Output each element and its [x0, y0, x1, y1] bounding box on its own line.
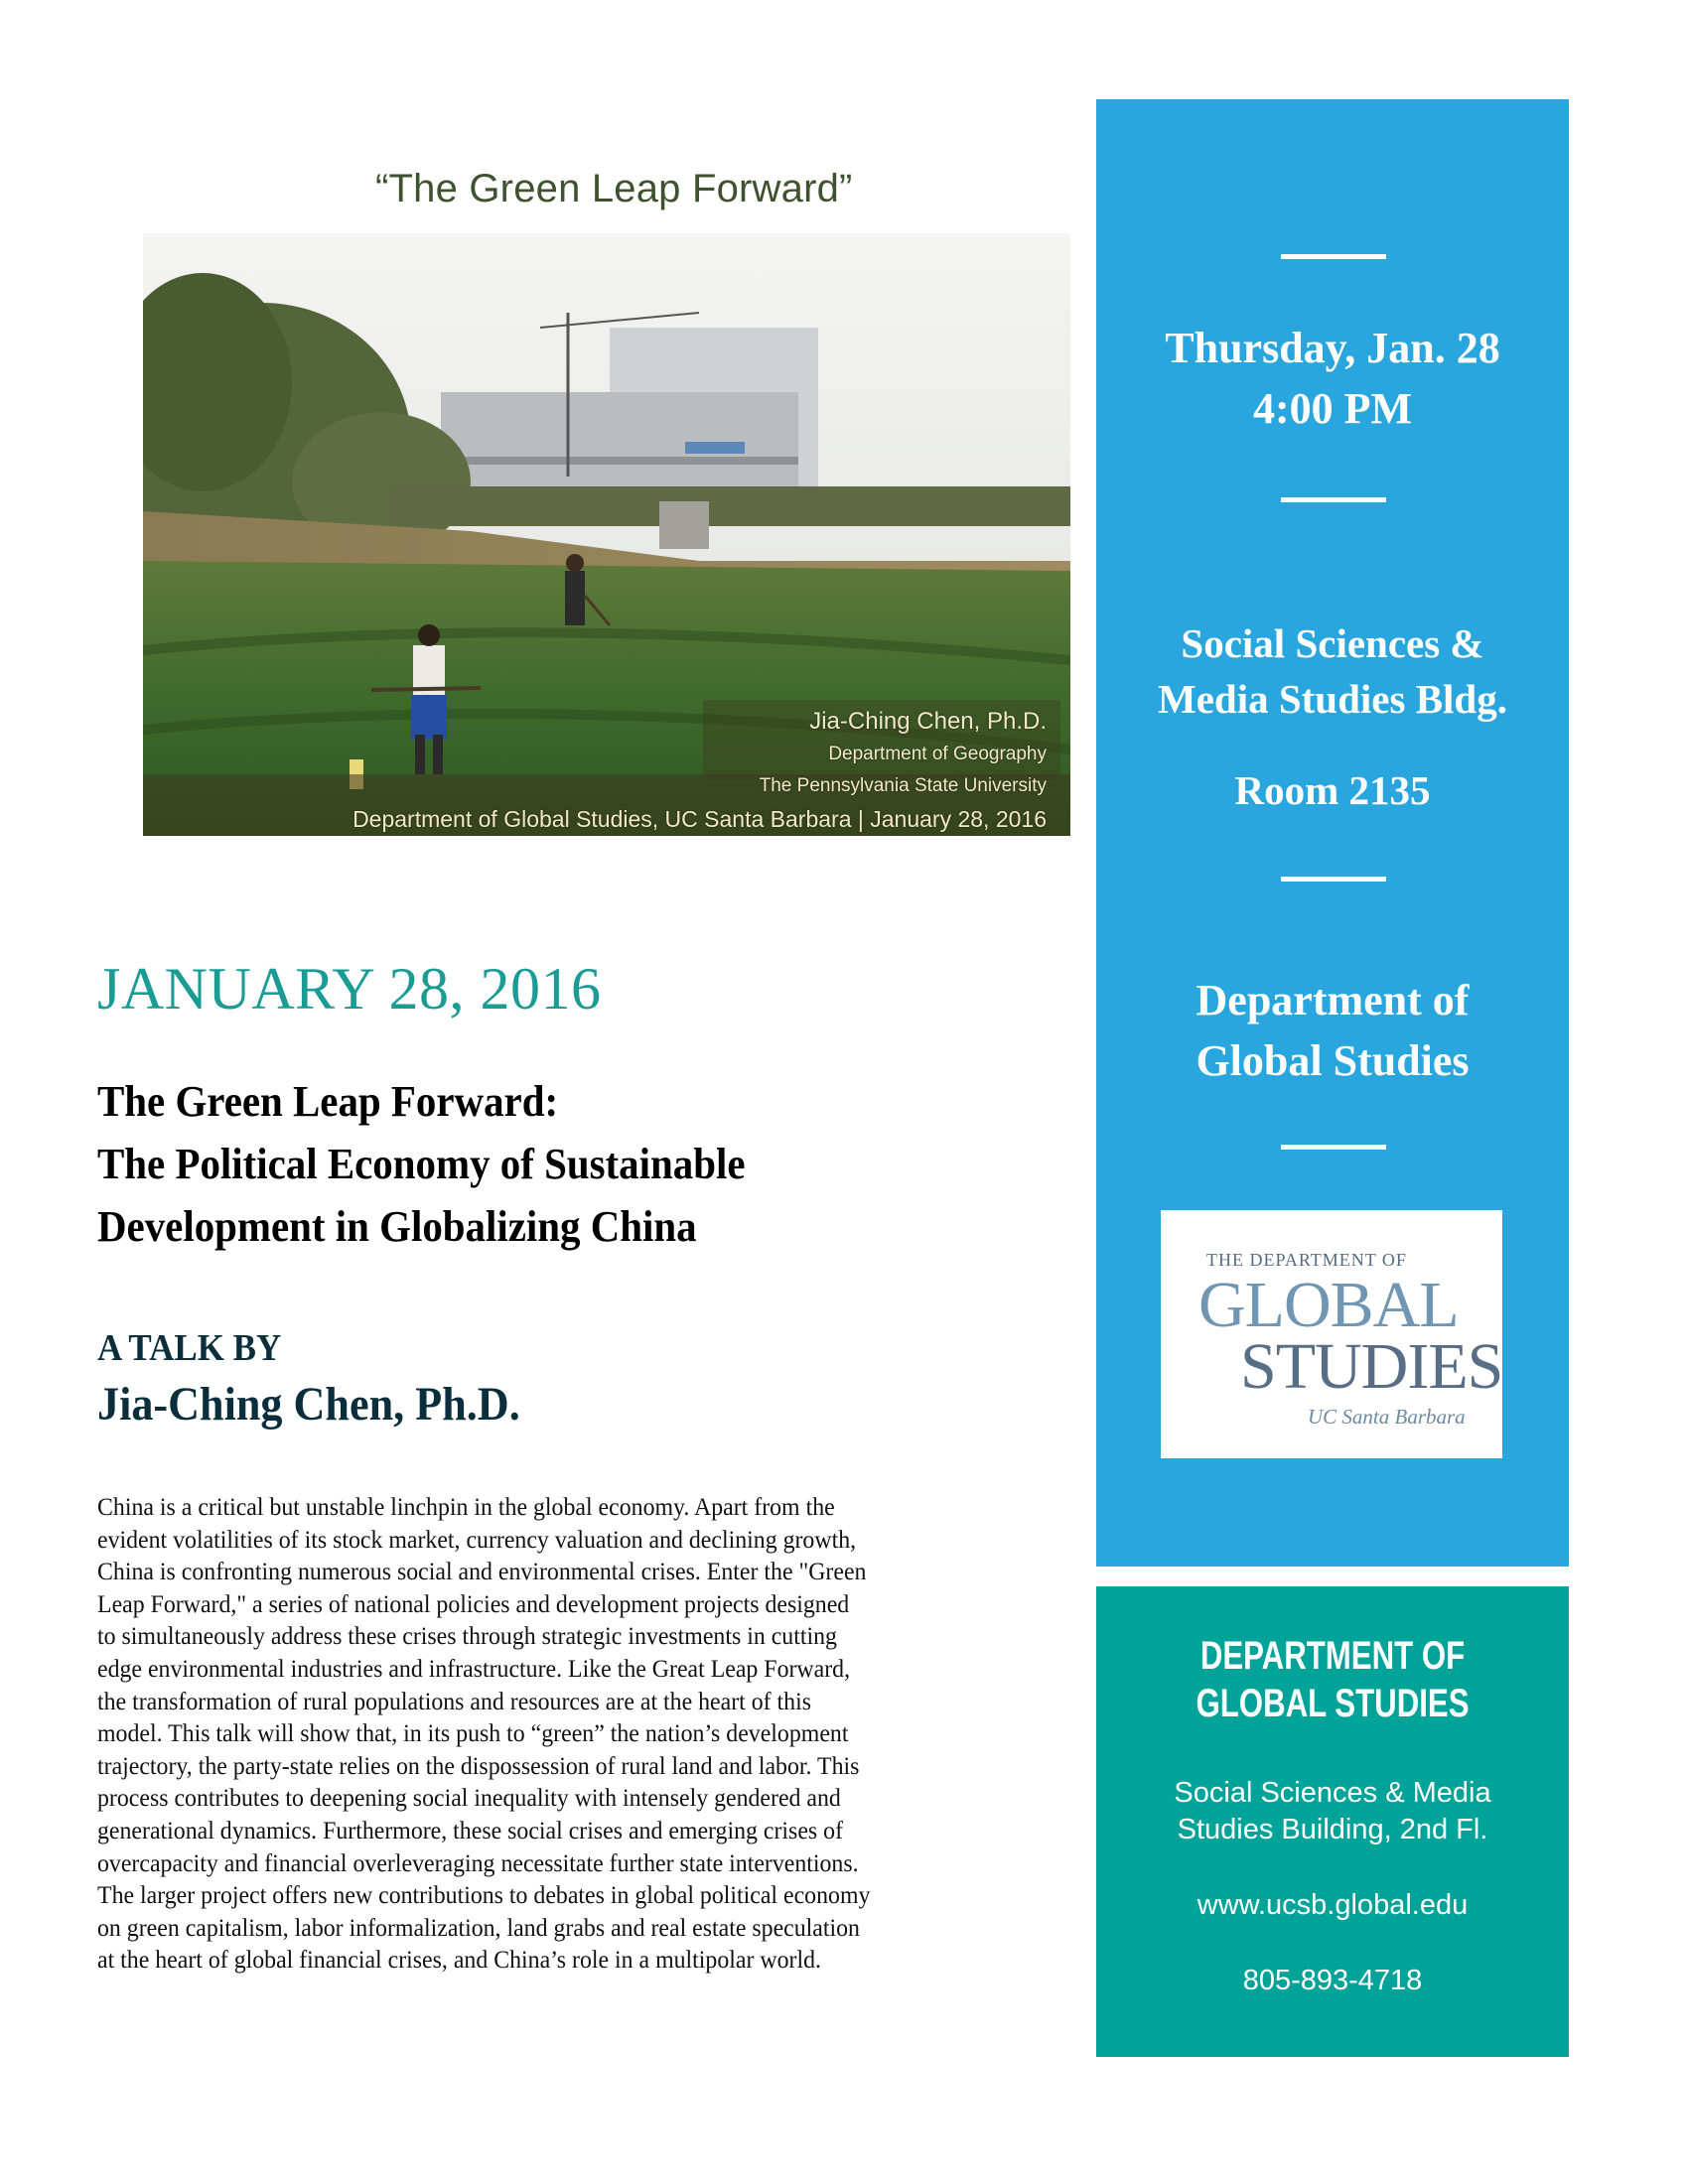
abstract-line: the transformation of rural populations and resources are at the heart of this: [97, 1686, 812, 1715]
abstract-line: on green capitalism, labor informalization, land grabs and real estate speculation: [97, 1912, 860, 1942]
contact-heading-line-2: GLOBAL STUDIES: [1196, 1682, 1470, 1725]
divider: [1281, 1145, 1386, 1150]
event-day: Thursday, Jan. 28: [1165, 324, 1500, 372]
event-time: 4:00 PM: [1252, 384, 1413, 433]
caption-university: The Pennsylvania State University: [759, 775, 1047, 796]
flyer-image: [143, 159, 1070, 836]
event-building-line-2: Media Studies Bldg.: [1158, 676, 1507, 722]
caption-footer: Department of Global Studies, UC Santa Barbara | January 28, 2016: [352, 806, 1047, 832]
image-title: “The Green Leap Forward”: [375, 167, 853, 210]
divider: [1281, 497, 1386, 502]
abstract-line: at the heart of global financial crises, and China’s role in a multipolar world.: [97, 1945, 821, 1975]
contact-panel: [1096, 1586, 1569, 2057]
abstract-line: trajectory, the party-state relies on the dispossession of rural land and labor. This: [97, 1750, 860, 1780]
abstract-line: evident volatilities of its stock market, currency valuation and declining growth,: [97, 1524, 857, 1554]
host-line-1: Department of: [1196, 976, 1470, 1024]
divider: [1281, 877, 1386, 882]
abstract-line: The larger project offers new contributions to debates in global political economy: [97, 1880, 871, 1910]
event-details-panel: [1096, 99, 1569, 1567]
contact-phone: 805-893-4718: [1242, 1965, 1423, 1996]
talk-title-line-1: The Green Leap Forward:: [97, 1077, 559, 1126]
divider: [1281, 254, 1386, 259]
contact-website[interactable]: www.ucsb.global.edu: [1196, 1889, 1469, 1921]
caption-department: Department of Geography: [828, 744, 1047, 764]
contact-address-line-2: Studies Building, 2nd Fl.: [1177, 1814, 1488, 1845]
abstract-line: process contributes to deepening social inequality with intensely gendered and: [97, 1783, 841, 1813]
event-room: Room 2135: [1234, 767, 1431, 813]
host-line-2: Global Studies: [1196, 1036, 1470, 1085]
abstract-line: China is confronting numerous social and environmental crises. Enter the "Green: [97, 1557, 867, 1586]
talk-title-line-2: The Political Economy of Sustainable: [97, 1140, 746, 1188]
logo-line-2: GLOBAL: [1198, 1269, 1459, 1341]
abstract: [97, 1491, 1100, 1977]
abstract-line: Leap Forward," a series of national policies and development projects designed: [97, 1588, 850, 1618]
contact-heading-line-1: DEPARTMENT OF: [1199, 1634, 1466, 1678]
logo-line-1: THE DEPARTMENT OF: [1206, 1250, 1407, 1270]
date-heading: JANUARY 28, 2016: [97, 956, 602, 1022]
speaker-name: Jia-Ching Chen, Ph.D.: [97, 1378, 520, 1431]
field-photo: [143, 233, 1070, 836]
global-studies-logo: [1161, 1210, 1502, 1458]
caption-speaker: Jia-Ching Chen, Ph.D.: [809, 708, 1047, 735]
event-building-line-1: Social Sciences &: [1181, 620, 1484, 666]
abstract-line: to simultaneously address these crises through strategic investments in cutting: [97, 1621, 837, 1651]
abstract-line: overcapacity and financial overleveraging necessitate further state interventions.: [97, 1847, 859, 1877]
talk-by-label: A TALK BY: [97, 1327, 282, 1369]
logo-line-4: UC Santa Barbara: [1308, 1405, 1466, 1429]
contact-address-line-1: Social Sciences & Media: [1174, 1777, 1491, 1809]
abstract-line: edge environmental industries and infrastructure. Like the Great Leap Forward,: [97, 1653, 851, 1683]
abstract-line: model. This talk will show that, in its push to “green” the nation’s development: [97, 1718, 849, 1748]
talk-title-line-3: Development in Globalizing China: [97, 1202, 697, 1251]
abstract-line: China is a critical but unstable linchpin in the global economy. Apart from the: [97, 1492, 835, 1521]
logo-line-3: STUDIES: [1240, 1330, 1503, 1403]
abstract-line: generational dynamics. Furthermore, these social crises and emerging crises of: [97, 1815, 844, 1844]
